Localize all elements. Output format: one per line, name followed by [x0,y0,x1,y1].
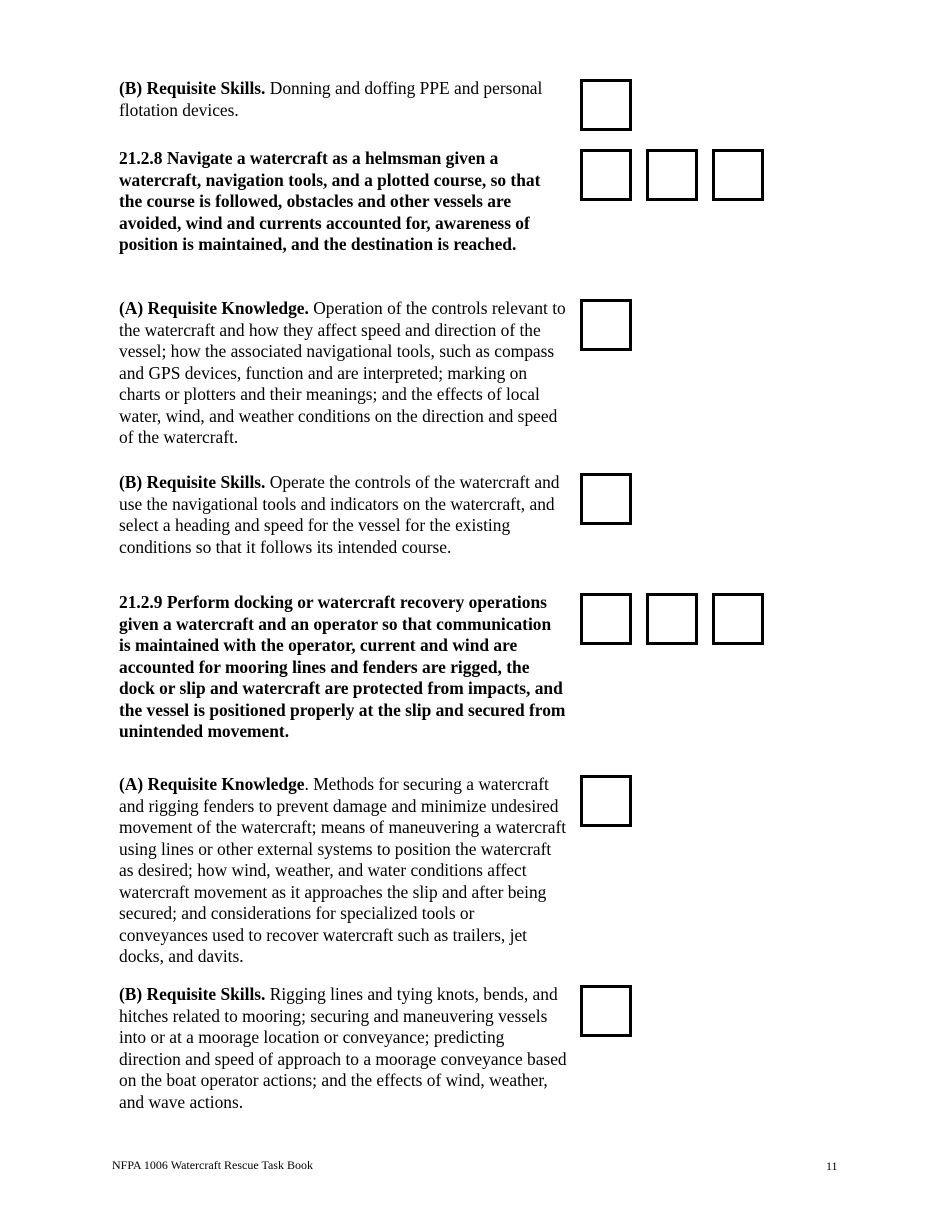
checkbox[interactable] [580,299,632,351]
requisite-skills-navigation [119,472,567,558]
checkbox-group-21-2-9 [580,593,764,645]
requisite-knowledge-docking [119,774,567,968]
item-label: (B) Requisite Skills. [119,984,266,1004]
checkbox-group-knowledge-navigation [580,299,632,351]
page-number: 11 [826,1159,838,1173]
checkbox[interactable] [580,593,632,645]
footer-title: NFPA 1006 Watercraft Rescue Task Book [112,1158,313,1172]
checkbox[interactable] [580,775,632,827]
checkbox[interactable] [580,149,632,201]
checkbox[interactable] [580,473,632,525]
requisite-knowledge-navigation [119,298,567,449]
checkbox[interactable] [712,593,764,645]
checkbox-group-knowledge-docking [580,775,632,827]
checkbox[interactable] [646,593,698,645]
item-label: (B) Requisite Skills. [119,472,266,492]
requisite-skills-docking [119,984,567,1113]
requisite-skills-ppe [119,78,567,121]
checkbox-group-21-2-8 [580,149,764,201]
item-label: (A) Requisite Knowledge. [119,298,309,318]
checkbox-group-skills-docking [580,985,632,1037]
item-text: . Methods for securing a watercraft and rigging fenders to prevent damage and minimize undesired movement of the watercraft; means of maneuvering a watercraft using lines or other external systems to position the watercraft as desired; how wind, weather, and water conditions affect watercraft movement as it approaches the slip and after being secured; and considerations for specialized tools or conveyances used to recover watercraft such as trailers, jet docks, and davits. [119,774,567,966]
item-text: Donning and doffing PPE and personal flotation devices. [119,78,543,120]
item-label: (A) Requisite Knowledge [119,774,305,794]
checkbox[interactable] [580,79,632,131]
item-label: (B) Requisite Skills. [119,78,266,98]
checkbox[interactable] [580,985,632,1037]
item-text: Operation of the controls relevant to the watercraft and how they affect speed and direction of the vessel; how the associated navigational tools, such as compass and GPS devices, function and are interpreted; marking on charts or plotters and their meanings; and the effects of local water, wind, and weather conditions on the direction and speed of the watercraft. [119,298,566,447]
item-text: Operate the controls of the watercraft and use the navigational tools and indicators on the watercraft, and select a heading and speed for the vessel for the existing conditions so that it follows its intended course. [119,472,560,557]
checkbox-group-skills-ppe [580,79,632,131]
checkbox[interactable] [712,149,764,201]
checkbox-group-skills-navigation [580,473,632,525]
standard-21-2-8: 21.2.8 Navigate a watercraft as a helmsman given a watercraft, navigation tools, and a plotted course, so that the course is followed, obstacles and other vessels are avoided, wind and currents accounted for, awareness of position is maintained, and the destination is reached. [119,148,541,254]
checkbox[interactable] [646,149,698,201]
standard-21-2-9: 21.2.9 Perform docking or watercraft recovery operations given a watercraft and an operator so that communication is maintained with the operator, current and wind are accounted for mooring lines and fenders are rigged, the dock or slip and watercraft are protected from impacts, and the vessel is positioned properly at the slip and secured from unintended movement. [119,592,566,741]
item-text: Rigging lines and tying knots, bends, and hitches related to mooring; securing and maneuvering vessels into or at a moorage location or conveyance; predicting direction and speed of approach to a moorage conveyance based on the boat operator actions; and the effects of wind, weather, and wave actions. [119,984,567,1112]
